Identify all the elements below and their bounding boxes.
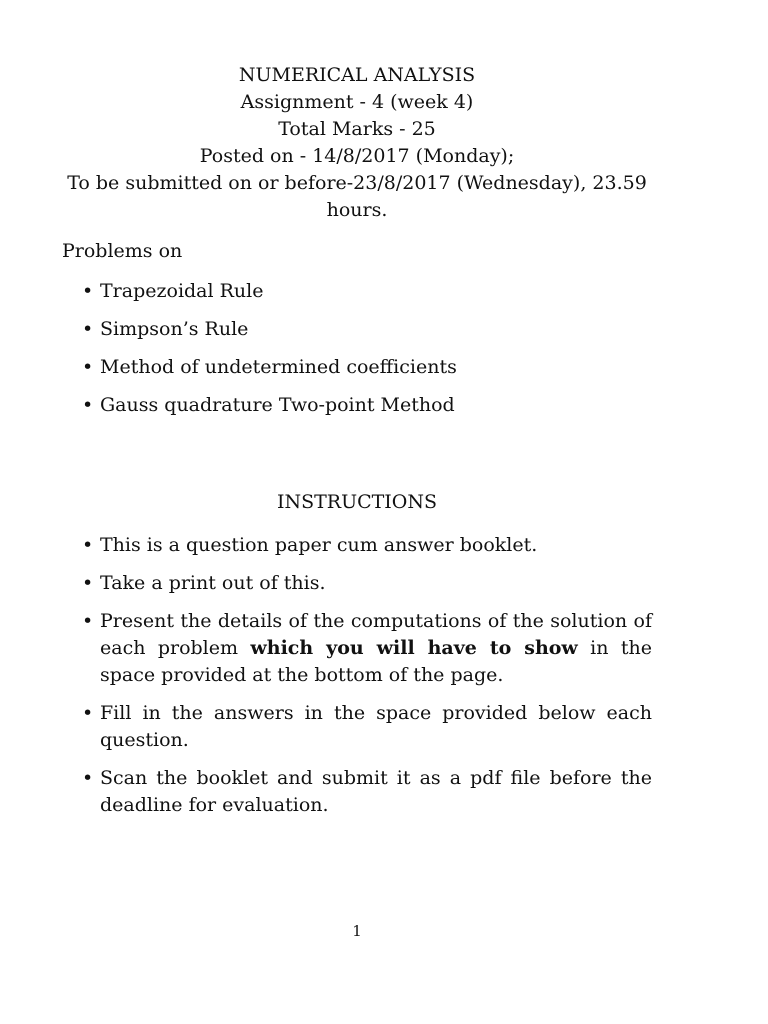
list-item <box>80 532 652 559</box>
list-item <box>80 392 652 419</box>
instruction-text-start: Present the details of the computations of the solution of each problem <box>100 610 652 659</box>
list-item <box>80 316 652 343</box>
problem-topic: Gauss quadrature Two-point Method <box>100 394 455 416</box>
posted-date: Posted on - 14/8/2017 (Monday); <box>199 145 515 167</box>
instruction-text-end: in the space provided at the bottom of the page. <box>100 637 653 686</box>
bullet-icon: • <box>82 356 94 378</box>
instruction-text: Fill in the answers in the space provided below each question. <box>100 702 652 751</box>
problem-topic: Trapezoidal Rule <box>100 280 264 302</box>
instruction-emphasis: which you will have to show <box>250 637 578 659</box>
instruction-text: Scan the booklet and submit it as a pdf file before the deadline for evaluation. <box>100 767 652 816</box>
list-item <box>80 608 652 689</box>
list-item <box>80 354 652 381</box>
list-item <box>80 278 652 305</box>
submission-deadline: To be submitted on or before-23/8/2017 (Wednesday), 23.59 hours. <box>67 172 647 221</box>
bullet-icon: • <box>82 572 94 594</box>
problem-topic: Method of undetermined coefficients <box>100 356 457 378</box>
bullet-icon: • <box>82 394 94 416</box>
bullet-icon: • <box>82 318 94 340</box>
document-header <box>62 62 652 224</box>
list-item <box>80 765 652 819</box>
bullet-icon: • <box>82 280 94 302</box>
total-marks: Total Marks - 25 <box>278 118 436 140</box>
instruction-text: This is a question paper cum answer booklet. <box>100 534 538 556</box>
instructions-list <box>80 532 652 830</box>
problem-topic: Simpson’s Rule <box>100 318 249 340</box>
instructions-title: INSTRUCTIONS <box>276 491 438 513</box>
bullet-icon: • <box>82 610 94 632</box>
list-item <box>80 570 652 597</box>
document-title: NUMERICAL ANALYSIS <box>238 64 476 86</box>
bullet-icon: • <box>82 767 94 789</box>
bullet-icon: • <box>82 534 94 556</box>
instruction-text: Take a print out of this. <box>100 572 326 594</box>
problems-list <box>80 278 652 430</box>
page-number: 1 <box>352 922 362 940</box>
list-item <box>80 700 652 754</box>
bullet-icon: • <box>82 702 94 724</box>
assignment-label: Assignment - 4 (week 4) <box>240 91 474 113</box>
problems-intro: Problems on <box>62 240 183 262</box>
